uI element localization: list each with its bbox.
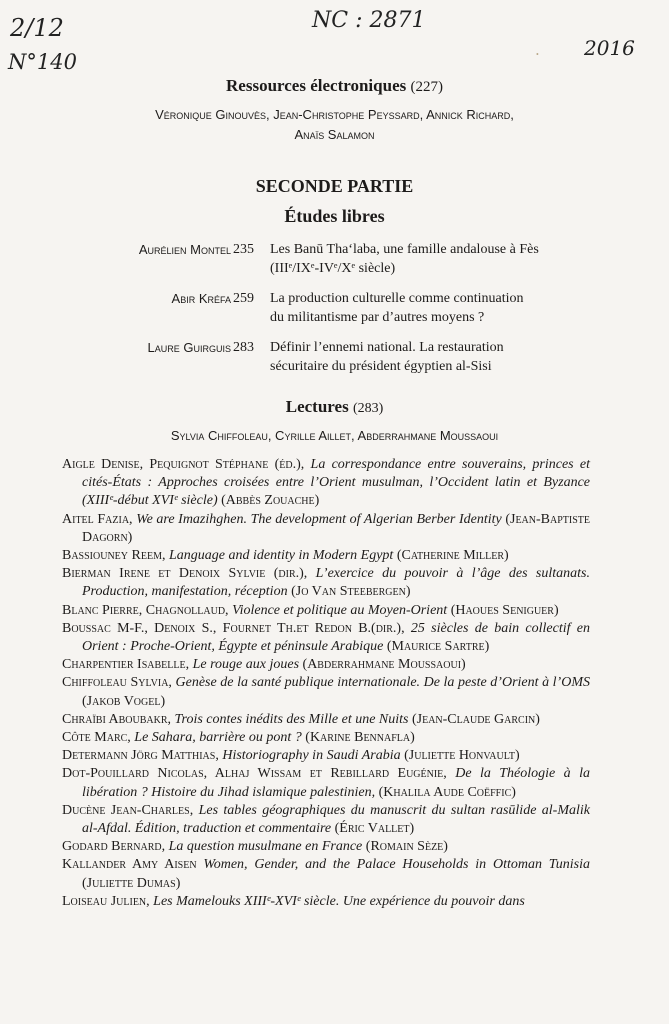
review-reviewer: (Romain Sèze) <box>362 839 448 855</box>
review-entry <box>62 747 590 765</box>
review-title: Language and identity in Modern Egypt <box>168 548 394 564</box>
review-title: Les Mamelouks XIIIᵉ-XVIᵉ siècle. Une expérience du pouvoir dans <box>153 893 525 909</box>
review-title: Trois contes inédits des Mille et une Nuits <box>174 711 409 727</box>
toc-author: Aurélien Montel <box>138 242 231 257</box>
review-entry <box>62 729 590 747</box>
review-reviewer: (Haoues Seniguer) <box>447 602 559 618</box>
review-author: Blanc Pierre, Chagnollaud, <box>62 602 233 618</box>
review-entry <box>62 711 590 729</box>
toc-title-line: Définir l’ennemi national. La restauration <box>270 340 504 355</box>
review-author: Ducène Jean-Charles, <box>62 802 199 818</box>
review-entry <box>62 656 590 674</box>
toc-page: 283 <box>233 340 254 355</box>
handwritten-note-number: N°140 <box>8 50 77 74</box>
lectures-page: (283) <box>352 401 384 416</box>
part-heading: SECONDE PARTIE <box>255 176 414 196</box>
review-entry <box>62 838 590 856</box>
review-title: Le rouge aux joues <box>192 657 300 673</box>
review-author: Boussac M-F., Denoix S., Fournet Th.et Redon B.(dir.), <box>62 620 411 636</box>
toc-title <box>270 289 590 327</box>
resources-title: Ressources électroniques <box>226 76 407 95</box>
review-author: Dot-Pouillard Nicolas, Alhaj Wissam et Rebillard Eugénie, <box>62 766 456 782</box>
resources-page: (227) <box>410 79 443 95</box>
review-entry <box>62 511 590 547</box>
review-entry <box>62 674 590 710</box>
review-entry <box>62 565 590 601</box>
review-author: Godard Bernard, <box>62 839 169 855</box>
review-title: Violence et politique au Moyen-Orient <box>232 602 448 618</box>
review-reviewer: (Jakob Vogel) <box>82 693 166 709</box>
review-author: Aigle Denise, Pequignot Stéphane (éd.), <box>62 457 311 472</box>
review-reviewer: (Éric Vallet) <box>331 821 415 837</box>
resources-authors <box>0 105 669 145</box>
review-title: Women, Gender, and the Palace Households in Ottoman Tunisia <box>203 857 590 873</box>
review-author: Determann Jörg Matthias, <box>62 748 223 764</box>
review-author: Charpentier Isabelle, <box>62 657 193 673</box>
toc-title-line: sécuritaire du président égyptien al-Sisi <box>270 359 492 374</box>
review-title: Genèse de la santé publique internationale. De la peste d’Orient à l’OMS <box>175 675 590 691</box>
review-reviewer: (Jean-Claude Garcin) <box>408 711 540 727</box>
review-author: Côte Marc, <box>62 730 135 746</box>
review-list <box>62 456 590 911</box>
review-author: Chiffoleau Sylvia, <box>62 675 176 691</box>
review-reviewer: (Maurice Sartre) <box>383 639 490 655</box>
review-title: Le Sahara, barrière ou pont ? <box>134 730 302 746</box>
handwritten-note-reference: NC : 2871 <box>312 8 426 33</box>
lectures-heading <box>0 397 669 417</box>
review-reviewer: (Khalila Aude Coëffic) <box>378 784 516 800</box>
toc-title <box>270 240 590 278</box>
toc-title-line: La production culturelle comme continuation <box>270 291 524 306</box>
review-author: Loiseau Julien, <box>62 893 154 909</box>
review-entry <box>62 620 590 656</box>
toc-page: 259 <box>233 291 254 306</box>
review-author: Bassiouney Reem, <box>62 548 169 564</box>
review-title: We are Imazihghen. The development of Algerian Berber Identity <box>136 511 502 527</box>
review-title: La question musulmane en France <box>168 839 363 855</box>
review-title: La correspondance entre souverains, princes et cités-États : Approches croisées entre l’Orient musulman, l’Occident latin et Byzance (XIIIᵉ-début XVIᵉ siècle) <box>82 457 590 509</box>
review-entry <box>62 856 590 892</box>
review-entry <box>62 456 590 511</box>
review-author: Bierman Irene et Denoix Sylvie (dir.), <box>62 566 316 582</box>
review-reviewer: (Abbès Zouache) <box>217 493 320 509</box>
resources-authors-line: Véronique Ginouvès, Jean-Christophe Peyssard, Annick Richard, <box>155 107 514 122</box>
review-author: Kallander Amy Aisen <box>62 857 204 873</box>
review-title: 25 siècles de bain collectif en Orient : Proche-Orient, Égypte et péninsule Arabique <box>82 620 590 655</box>
toc-title-line: (IIIᵉ/IXᵉ-IVᵉ/Xᵉ siècle) <box>270 261 396 276</box>
lectures-editors: Sylvia Chiffoleau, Cyrille Aillet, Abderrahmane Moussaoui <box>170 428 499 443</box>
review-reviewer: (Catherine Miller) <box>393 548 509 564</box>
review-reviewer: (Jo Van Steebergen) <box>287 584 411 600</box>
toc-page: 235 <box>233 242 254 257</box>
review-title: Historiography in Saudi Arabia <box>222 748 401 764</box>
review-entry <box>62 765 590 801</box>
resources-authors-line: Anaïs Salamon <box>294 127 375 142</box>
review-entry <box>62 893 590 911</box>
lectures-title: Lectures <box>285 397 349 416</box>
handwritten-note-year: 2016 <box>584 36 635 60</box>
review-reviewer: (Jean-Baptiste Dagorn) <box>82 511 591 545</box>
review-reviewer: (Karine Bennafla) <box>301 730 415 746</box>
etudes-heading: Études libres <box>284 206 385 226</box>
review-reviewer: (Juliette Honvault) <box>400 748 520 764</box>
toc-title-line: Les Banū Tha‘laba, une famille andalouse à Fès <box>270 242 539 257</box>
toc-author: Abir Kréfa <box>171 291 231 306</box>
review-title: De la Théologie à la libération ? Histoire du Jihad islamique palestinien, <box>82 766 590 800</box>
review-entry <box>62 802 590 838</box>
review-reviewer: (Abderrahmane Moussaoui) <box>299 657 466 673</box>
ink-dot: • <box>536 50 539 59</box>
toc-title-line: du militantisme par d’autres moyens ? <box>270 310 485 325</box>
review-entry <box>62 547 590 565</box>
review-entry <box>62 602 590 620</box>
review-author: Aitel Fazia, <box>62 511 137 527</box>
review-title: Les tables géographiques du manuscrit du sultan rasūlide al-Malik al-Afdal. Édition, traduction et commentaire <box>82 802 590 837</box>
handwritten-note-fraction: 2/12 <box>10 14 64 42</box>
review-reviewer: (Juliette Dumas) <box>82 875 181 891</box>
toc-author: Laure Guirguis <box>147 340 231 355</box>
review-title: L’exercice du pouvoir à l’âge des sultanats. Production, manifestation, réception <box>82 566 590 600</box>
resources-heading <box>0 76 669 96</box>
toc-title <box>270 338 590 376</box>
review-author: Chraïbi Aboubakr, <box>62 711 175 727</box>
